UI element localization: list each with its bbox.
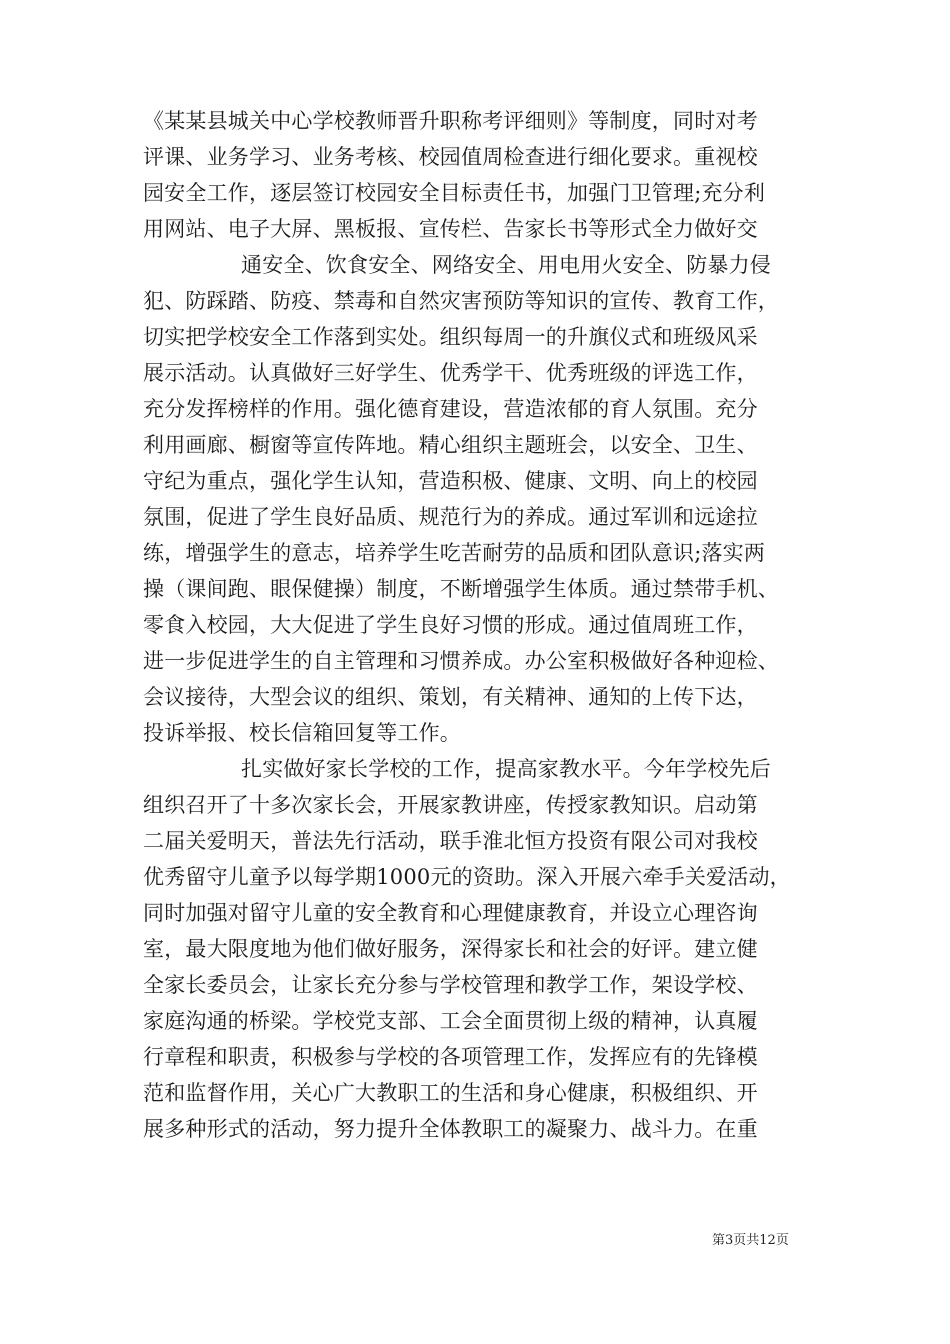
- text-line: 展示活动。认真做好三好学生、优秀学干、优秀班级的评选工作，: [143, 361, 758, 385]
- text-line: 切实把学校安全工作落到实处。组织每周一的升旗仪式和班级风采: [143, 325, 758, 349]
- text-line: 评课、业务学习、业务考核、校园值周检查进行细化要求。重视校: [143, 145, 758, 169]
- text-line: 零食入校园，大大促进了学生良好习惯的形成。通过值周班工作，: [143, 613, 758, 637]
- text-line: 守纪为重点，强化学生认知，营造积极、健康、文明、向上的校园: [143, 469, 758, 493]
- text-line-indented: 通安全、饮食安全、网络安全、用电用火安全、防暴力侵: [241, 253, 771, 277]
- text-line: 二届关爱明天，普法先行活动，联手淮北恒方投资有限公司对我校: [143, 829, 758, 853]
- page-number: 第3页共12页: [712, 1233, 789, 1248]
- paragraph-start: 扎实做好家长学校的工作，提高家教水平。今年学校先后: [241, 757, 771, 781]
- text-line: 操（课间跑、眼保健操）制度，不断增强学生体质。通过禁带手机、: [143, 577, 779, 601]
- text-line: 全家长委员会，让家长充分参与学校管理和教学工作，架设学校、: [143, 973, 758, 997]
- text-line: 家庭沟通的桥梁。学校党支部、工会全面贯彻上级的精神，认真履: [143, 1009, 758, 1033]
- text-line: 《某某县城关中心学校教师晋升职称考评细则》等制度，同时对考: [143, 109, 758, 133]
- text-line: 园安全工作，逐层签订校园安全目标责任书，加强门卫管理;充分利: [143, 181, 766, 205]
- text-line: 氛围，促进了学生良好品质、规范行为的养成。通过军训和远途拉: [143, 505, 758, 529]
- body-text: [143, 103, 823, 1147]
- text-line: 展多种形式的活动，努力提升全体教职工的凝聚力、战斗力。在重: [143, 1117, 758, 1141]
- text-line: 用网站、电子大屏、黑板报、宣传栏、告家长书等形式全力做好交: [143, 217, 758, 241]
- text-line: 充分发挥榜样的作用。强化德育建设，营造浓郁的育人氛围。充分: [143, 397, 758, 421]
- text-line: 范和监督作用，关心广大教职工的生活和身心健康，积极组织、开: [143, 1081, 758, 1105]
- text-line: 练，增强学生的意志，培养学生吃苦耐劳的品质和团队意识;落实两: [143, 541, 766, 565]
- text-line: 利用画廊、橱窗等宣传阵地。精心组织主题班会，以安全、卫生、: [143, 433, 758, 457]
- text-line: 同时加强对留守儿童的安全教育和心理健康教育，并设立心理咨询: [143, 901, 758, 925]
- text-line: 组织召开了十多次家长会，开展家教讲座，传授家教知识。启动第: [143, 793, 758, 817]
- text-line: 进一步促进学生的自主管理和习惯养成。办公室积极做好各种迎检、: [143, 649, 779, 673]
- text-line: 优秀留守儿童予以每学期1000元的资助。深入开展六牵手关爱活动，: [143, 865, 791, 889]
- text-line: 投诉举报、校长信箱回复等工作。: [143, 721, 461, 745]
- text-line: 会议接待，大型会议的组织、策划，有关精神、通知的上传下达，: [143, 685, 758, 709]
- text-line: 行章程和职责，积极参与学校的各项管理工作，发挥应有的先锋模: [143, 1045, 758, 1069]
- text-line: 室，最大限度地为他们做好服务，深得家长和社会的好评。建立健: [143, 937, 758, 961]
- text-line: 犯、防踩踏、防疫、禁毒和自然灾害预防等知识的宣传、教育工作，: [143, 289, 779, 313]
